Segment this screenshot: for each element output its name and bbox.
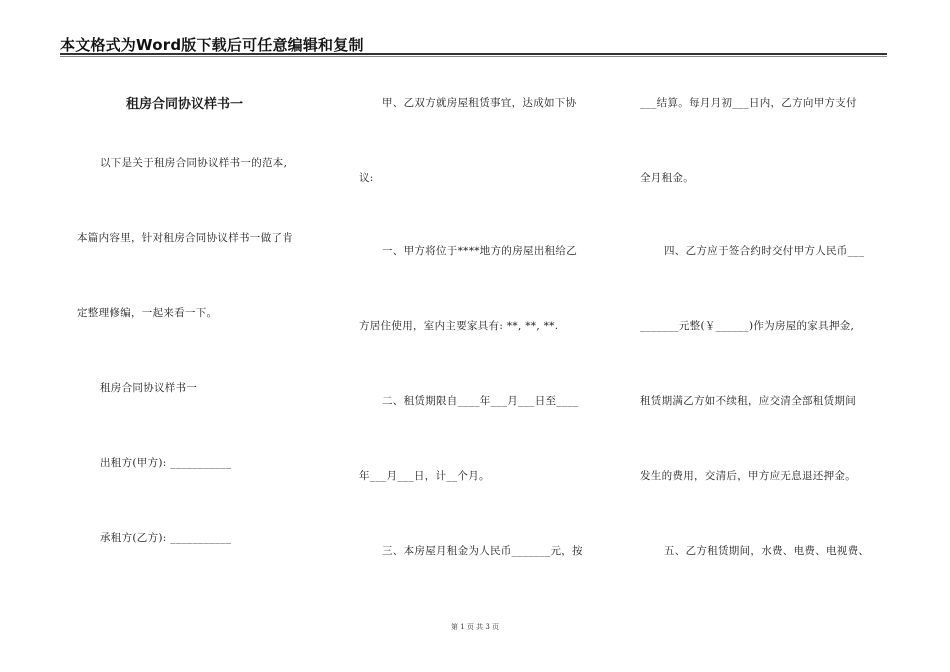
header-rule [60, 53, 887, 55]
col3-line: ___结算。每月月初___日内，乙方向甲方支付 [640, 97, 857, 109]
col1-line: 租房合同协议样书一 [100, 382, 198, 394]
col3-line: _______元整(￥______)作为房屋的家具押金, [640, 320, 855, 332]
document-title: 租房合同协议样书一 [126, 97, 244, 112]
col1-line: 定整理修编，一起来看一下。 [77, 307, 218, 319]
col3-line: 五、乙方租赁期间，水费、电费、电视费、 [664, 545, 870, 557]
col3-line: 四、乙方应于签合约时交付甲方人民币___ [664, 245, 865, 257]
col2-line: 二、租赁期限自____年___月___日至____ [382, 395, 579, 407]
col3-line: 租赁期满乙方如不续租，应交清全部租赁期间 [640, 395, 856, 407]
col2-line: 一、甲方将位于****地方的房屋出租给乙 [382, 245, 577, 257]
col3-line: 全月租金。 [640, 172, 694, 184]
col1-line: 以下是关于租房合同协议样书一的范本, [100, 157, 288, 169]
col2-line: 甲、乙双方就房屋租赁事宜，达成如下协 [382, 97, 577, 109]
download-banner: 本文格式为Word版下载后可任意编辑和复制 [60, 36, 364, 54]
col2-line: 三、本房屋月租金为人民币_______元，按 [382, 545, 583, 557]
col1-line: 本篇内容里，针对租房合同协议样书一做了肯 [77, 232, 293, 244]
col2-line: 议: [359, 172, 374, 184]
col2-line: 方居住使用，室内主要家具有: **, **, **. [359, 320, 559, 332]
col3-line: 发生的费用，交清后，甲方应无息退还押金。 [640, 470, 856, 482]
header-rule-thin [60, 56, 887, 57]
col1-line: 出租方(甲方): ___________ [100, 457, 232, 469]
col1-line: 承租方(乙方): ___________ [100, 532, 232, 544]
col2-line: 年___月___日，计__个月。 [359, 470, 490, 482]
page-number-footer: 第 1 页 共 3 页 [450, 623, 500, 631]
